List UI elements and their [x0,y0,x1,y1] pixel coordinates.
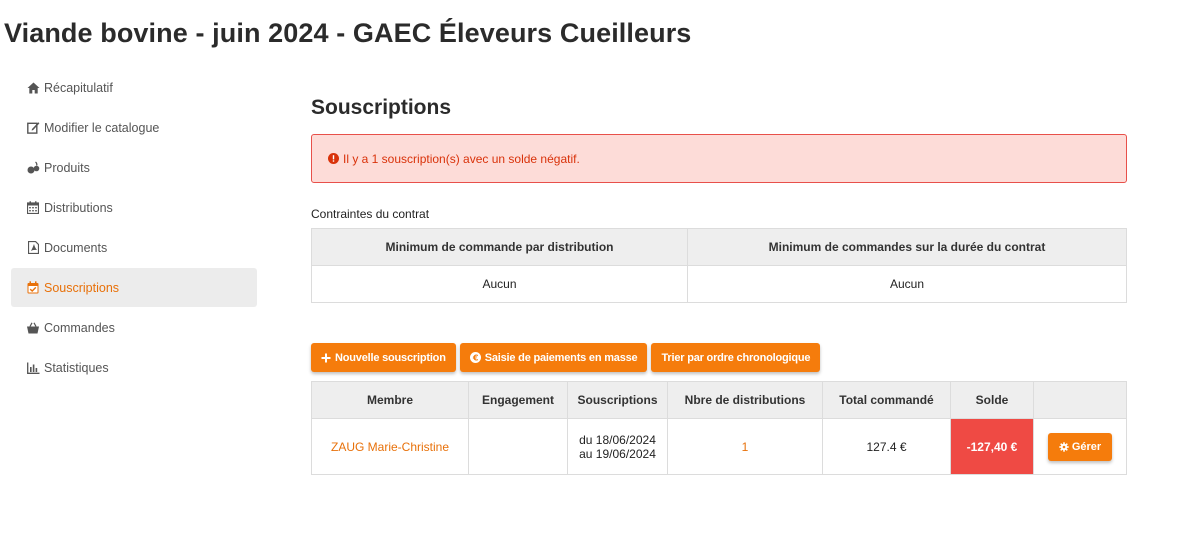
sidebar-item-label: Récapitulatif [44,80,113,95]
column-header: Nbre de distributions [668,382,823,419]
action-toolbar [311,343,1127,372]
sidebar-item-label: Modifier le catalogue [44,120,160,135]
gear-icon [1059,442,1069,452]
sort-chronological-button[interactable] [651,343,820,372]
sidebar-item-produits[interactable] [11,148,257,187]
subscription-to: au 19/06/2024 [579,446,656,461]
home-icon [25,80,41,96]
column-header: Total commandé [823,382,951,419]
member-cell [312,419,469,475]
constraints-value: Aucun [312,266,688,303]
engagement-cell [469,419,568,475]
sidebar-item-label: Documents [44,240,108,255]
button-label: Saisie de paiements en masse [484,351,638,364]
button-label: Trier par ordre chronologique [661,351,811,364]
sidebar-item-statistiques[interactable] [11,348,257,387]
sidebar-item-label: Produits [44,160,90,175]
column-header: Membre [312,382,469,419]
sidebar-item-label: Souscriptions [44,280,120,295]
constraints-table [311,228,1127,303]
balance-cell: -127,40 € [951,419,1034,475]
distributions-cell [668,419,823,475]
sidebar-item-recapitulatif[interactable] [11,68,257,107]
euro-circle-icon [470,352,481,363]
sidebar-item-documents[interactable] [11,228,257,267]
page-title: Viande bovine - juin 2024 - GAEC Éleveurs Cueilleurs [4,18,692,48]
constraints-header: Minimum de commandes sur la durée du contrat [688,229,1127,266]
exclamation-circle-icon [328,153,339,164]
member-link[interactable]: ZAUG Marie-Christine [330,439,450,454]
sidebar [11,68,257,388]
products-icon [25,160,41,176]
manage-button[interactable] [1048,433,1112,461]
column-header: Souscriptions [568,382,668,419]
sidebar-item-distributions[interactable] [11,188,257,227]
svg-text:€: € [472,353,478,363]
sidebar-item-commandes[interactable] [11,308,257,347]
calendar-check-icon [25,280,41,296]
sidebar-item-label: Statistiques [44,360,109,375]
sidebar-item-souscriptions[interactable] [11,268,257,307]
column-header [1034,382,1127,419]
action-cell [1034,419,1127,475]
alert-text: Il y a 1 souscription(s) avec un solde négatif. [343,151,580,166]
total-cell: 127.4 € [823,419,951,475]
negative-balance-alert [311,134,1127,183]
distributions-link[interactable]: 1 [741,439,749,454]
column-header: Engagement [469,382,568,419]
table-row [312,419,1127,475]
constraints-value: Aucun [688,266,1127,303]
column-header: Solde [951,382,1034,419]
basket-icon [25,320,41,336]
main-content [311,96,1127,475]
bulk-payments-button[interactable] [460,343,648,372]
sidebar-item-label: Distributions [44,200,113,215]
subscription-from: du 18/06/2024 [579,432,656,447]
button-label: Gérer [1071,440,1102,453]
constraints-label: Contraintes du contrat [311,207,430,221]
sidebar-item-label: Commandes [44,320,115,335]
section-title: Souscriptions [311,96,452,119]
sidebar-item-modifier-catalogue[interactable] [11,108,257,147]
button-label: Nouvelle souscription [335,351,446,364]
constraints-header: Minimum de commande par distribution [312,229,688,266]
subscription-dates-cell [568,419,668,475]
subscriptions-table [311,381,1127,475]
bar-chart-icon [25,360,41,376]
new-subscription-button[interactable] [311,343,456,372]
pdf-icon [25,240,41,256]
edit-icon [25,120,41,136]
plus-icon [321,353,331,363]
calendar-icon [25,200,41,216]
